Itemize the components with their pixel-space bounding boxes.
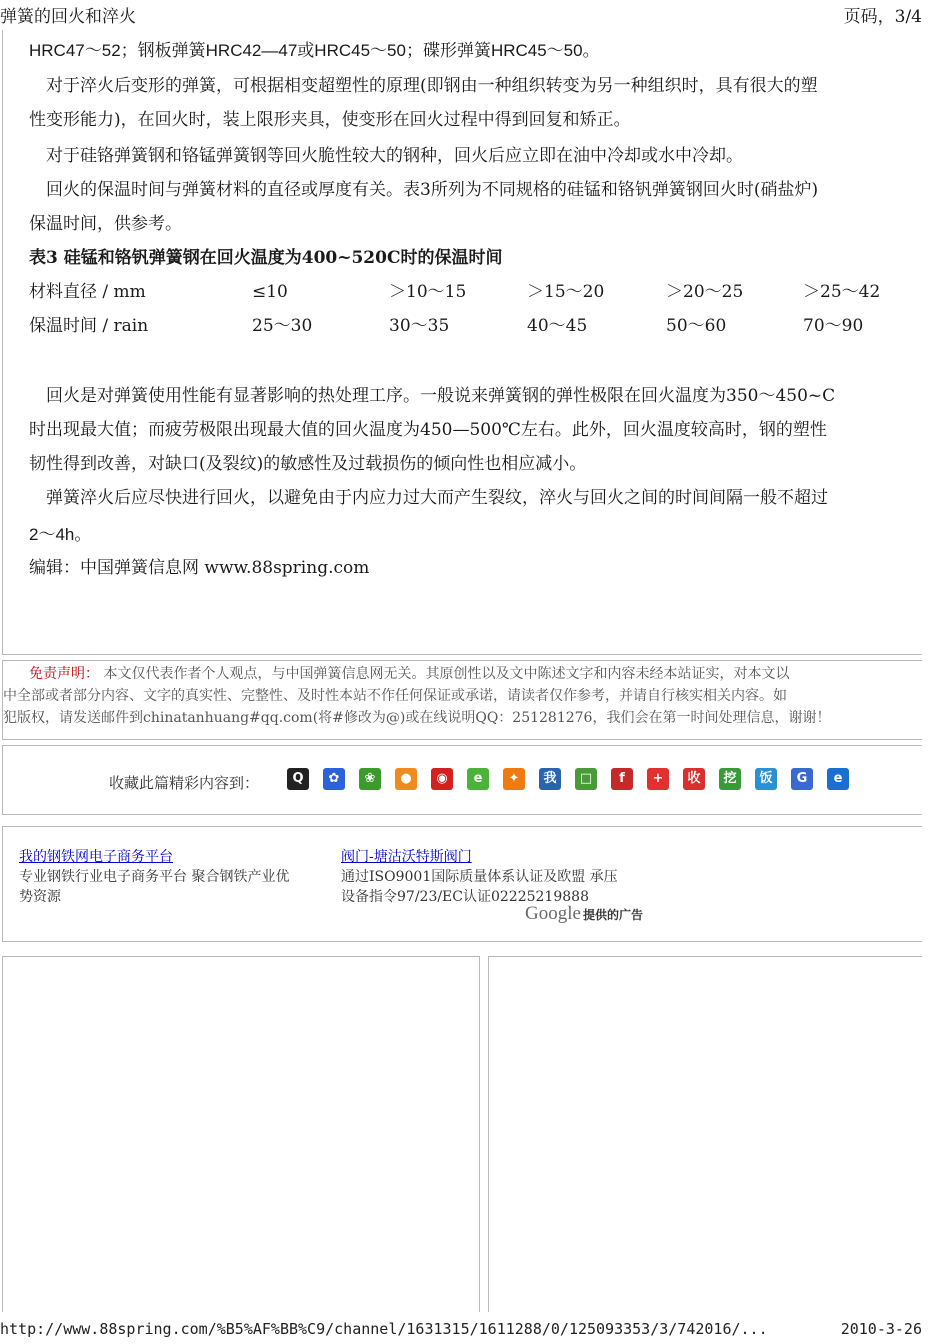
article-line: 对于淬火后变形的弹簧，可根据相变超塑性的原理(即钢由一种组织转变为另一种组织时，具有很大的塑 (29, 76, 818, 96)
plus-icon[interactable]: + (647, 768, 669, 790)
table-cell: ≤10 (252, 282, 288, 302)
table-cell: ＞10～15 (389, 282, 467, 302)
fan-icon[interactable]: 饭 (755, 768, 777, 790)
article-line: 2～4h。 (29, 525, 92, 544)
table-cell: 保温时间 / rain (29, 316, 149, 336)
green-e-icon[interactable]: e (467, 768, 489, 790)
footer-date: 2010-3-26 (840, 1320, 922, 1338)
article-line: 时出现最大值；而疲劳极限出现最大值的回火温度为450—500℃左右。此外，回火温度较高时，钢的塑性 (29, 420, 827, 440)
disclaimer-box (2, 660, 922, 740)
article-line: 回火是对弹簧使用性能有显著影响的热处理工序。一般说来弹簧钢的弹性极限在回火温度为350～450~C (29, 386, 836, 406)
bookmark-label: 收藏此篇精彩内容到： (109, 774, 260, 792)
table-cell: 50～60 (666, 316, 727, 336)
table-cell: 70～90 (803, 316, 864, 336)
ad-item (19, 847, 329, 907)
article-line: 保温时间，供参考。 (29, 214, 182, 234)
bookmark-bar (2, 745, 922, 815)
header-title: 弹簧的回火和淬火 (0, 7, 136, 27)
table-cell: ＞15～20 (527, 282, 605, 302)
disclaimer-text: 中全部或者部分内容、文字的真实性、完整性、及时性本站不作任何保证或承诺，请读者仅作参考，并请自行核实相关内容。如 (3, 688, 787, 704)
article-line: HRC47～52；钢板弹簧HRC42—47或HRC45～50；碟形弹簧HRC45～50。 (29, 41, 600, 60)
editor-credit: 编辑：中国弹簧信息网 www.88spring.com (29, 558, 370, 578)
google-ads-logo[interactable] (525, 903, 643, 925)
ad-description: 专业钢铁行业电子商务平台 聚合钢铁产业优 (19, 869, 290, 885)
google-g-icon[interactable]: G (791, 768, 813, 790)
ad-description: 势资源 (19, 889, 61, 905)
ad-link[interactable]: 我的钢铁网电子商务平台 (19, 849, 173, 865)
green-square-icon[interactable]: □ (575, 768, 597, 790)
article-line: 弹簧淬火后应尽快进行回火，以避免由于内应力过大而产生裂纹，淬火与回火之间的时间间隔一般不超过 (29, 488, 828, 508)
table-cell: ＞20～25 (666, 282, 744, 302)
orange-leaf-icon[interactable]: ✦ (503, 768, 525, 790)
wa-icon[interactable]: 挖 (719, 768, 741, 790)
disclaimer-label: 免责声明： (29, 666, 99, 682)
red-flag-icon[interactable]: f (611, 768, 633, 790)
ad-link[interactable]: 阀门-塘沽沃特斯阀门 (341, 849, 472, 865)
wo-icon[interactable]: 我 (539, 768, 561, 790)
orange-apple-icon[interactable]: ● (395, 768, 417, 790)
table-caption: 表3 硅锰和铬钒弹簧钢在回火温度为400~520C时的保温时间 (29, 248, 503, 268)
table-cell: 25～30 (252, 316, 313, 336)
article-line: 对于硅铬弹簧钢和铬锰弹簧钢等回火脆性较大的钢种，回火后应立即在油中冷却或水中冷却。 (29, 146, 743, 166)
ad-description: 设备指令97/23/EC认证02225219888 (341, 889, 589, 905)
page-number: 页码，3/4 (843, 7, 922, 27)
disclaimer-text: 犯版权，请发送邮件到chinatanhuang#qq.com(将#修改为@)或在线说明QQ：251281276，我们会在第一时间处理信息，谢谢！ (3, 710, 831, 726)
footer-url: http://www.88spring.com/%B5%AF%BB%C9/channel/1631315/1611288/0/125093353/3/742016/... (0, 1320, 768, 1338)
qq-penguin-icon[interactable]: Q (287, 768, 309, 790)
disclaimer-text: 本文仅代表作者个人观点，与中国弹簧信息网无关。其原创性以及文中陈述文字和内容未经本站证实，对本文以 (103, 666, 790, 682)
ie-browser-icon[interactable]: e (827, 768, 849, 790)
table-cell: ＞25～42 (803, 282, 881, 302)
article-line: 性变形能力)，在回火时，装上限形夹具，使变形在回火过程中得到回复和矫正。 (29, 110, 631, 130)
ad-item (341, 847, 651, 907)
article-line: 回火的保温时间与弹簧材料的直径或厚度有关。表3所列为不同规格的硅锰和铬钒弹簧钢回火时(硝盐炉) (29, 180, 819, 200)
empty-panel-left (2, 956, 480, 1312)
table-cell: 材料直径 / mm (29, 282, 146, 302)
empty-panel-right (488, 956, 922, 1312)
baidu-paw-icon[interactable]: ✿ (323, 768, 345, 790)
green-leaf-icon[interactable]: ❀ (359, 768, 381, 790)
sina-eye-icon[interactable]: ◉ (431, 768, 453, 790)
shou-icon[interactable]: 收 (683, 768, 705, 790)
article-line: 韧性得到改善，对缺口(及裂纹)的敏感性及过载损伤的倾向性也相应减小。 (29, 454, 587, 474)
article-body (2, 30, 922, 655)
google-wordmark: Google (525, 903, 581, 924)
table-cell: 40～45 (527, 316, 588, 336)
ad-description: 通过ISO9001国际质量体系认证及欧盟 承压 (341, 869, 618, 885)
table-cell: 30～35 (389, 316, 450, 336)
google-ads-label: 提供的广告 (582, 908, 643, 922)
ad-block (2, 826, 922, 942)
